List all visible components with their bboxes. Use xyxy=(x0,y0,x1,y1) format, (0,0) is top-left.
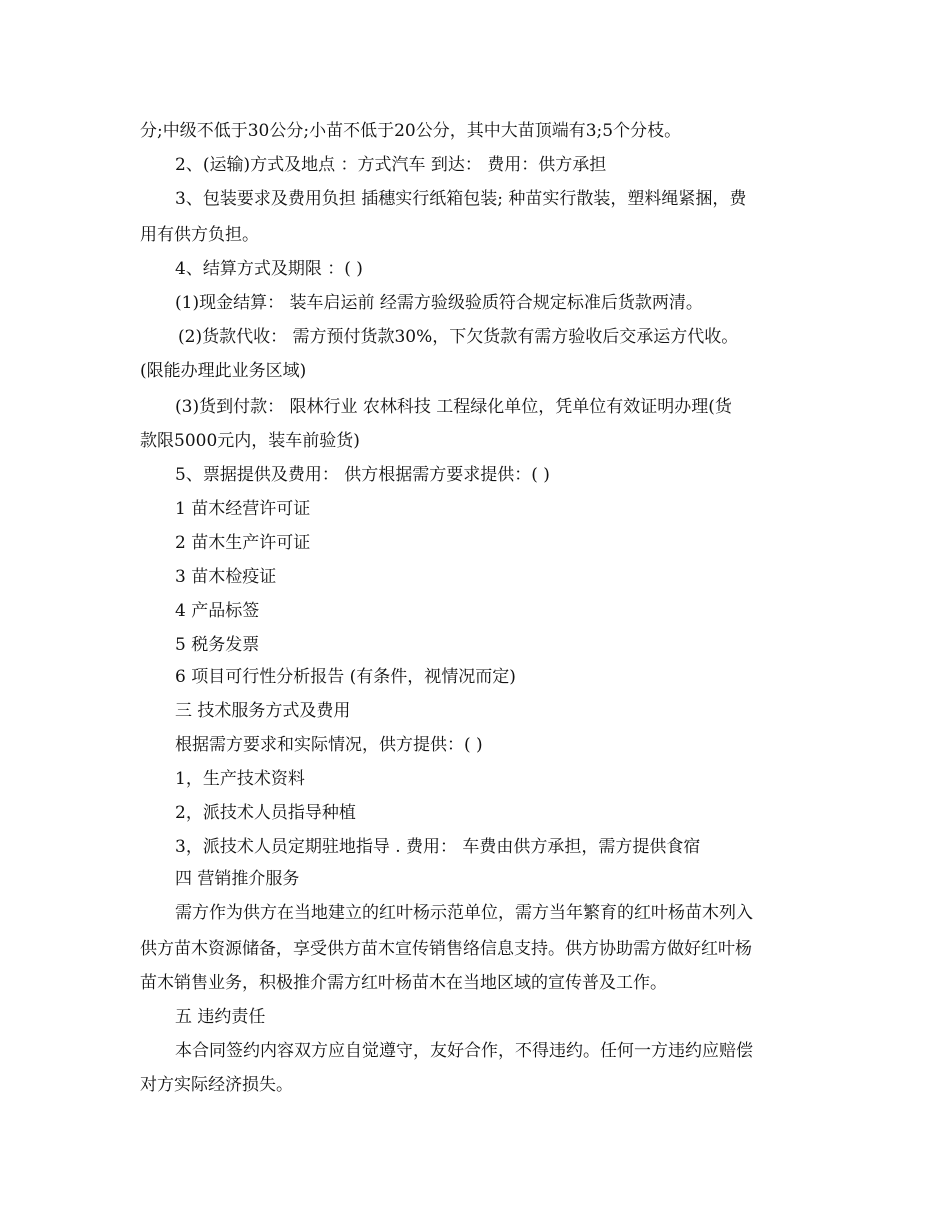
section-heading: 四 营销推介服务 xyxy=(175,869,300,889)
list-item: 4 产品标签 xyxy=(175,601,260,621)
list-item: 1，生产技术资料 xyxy=(175,769,305,789)
list-item: 5 税务发票 xyxy=(175,635,260,655)
paragraph-line: 本合同签约内容双方应自觉遵守，友好合作，不得违约。任何一方违约应赔偿 xyxy=(175,1041,753,1061)
paragraph-line: (2)货款代收： 需方预付货款30%，下欠货款有需方验收后交承运方代收。 xyxy=(178,327,739,347)
paragraph-line: (1)现金结算： 装车启运前 经需方验级验质符合规定标准后货款两清。 xyxy=(175,293,703,313)
paragraph-line: 用有供方负担。 xyxy=(140,225,259,245)
section-heading: 五 违约责任 xyxy=(175,1007,266,1027)
paragraph-line: 苗木销售业务，积极推介需方红叶杨苗木在当地区域的宣传普及工作。 xyxy=(140,973,667,993)
list-item: 3 苗木检疫证 xyxy=(175,567,277,587)
paragraph-line: 对方实际经济损失。 xyxy=(140,1075,293,1095)
paragraph-line: 需方作为供方在当地建立的红叶杨示范单位，需方当年繁育的红叶杨苗木列入 xyxy=(175,903,753,923)
paragraph-line: 根据需方要求和实际情况，供方提供：( ) xyxy=(175,735,483,755)
list-item: 1 苗木经营许可证 xyxy=(175,499,311,519)
paragraph-line: 4、结算方式及期限 ：( ) xyxy=(175,259,363,279)
paragraph-line: 款限5000元内，装车前验货) xyxy=(140,431,360,451)
paragraph-line: 分;中级不低于30公分;小苗不低于20公分，其中大苗顶端有3;5个分枝。 xyxy=(140,121,682,141)
list-item: 2，派技术人员指导种植 xyxy=(175,803,356,823)
paragraph-line: (限能办理此业务区域) xyxy=(140,361,307,381)
paragraph-line: 5、票据提供及费用： 供方根据需方要求提供：( ) xyxy=(175,465,550,485)
paragraph-line: 2、(运输)方式及地点 ：方式汽车 到达： 费用：供方承担 xyxy=(175,155,607,175)
list-item: 3，派技术人员定期驻地指导 . 费用： 车费由供方承担，需方提供食宿 xyxy=(175,837,701,857)
paragraph-line: (3)货到付款： 限林行业 农林科技 工程绿化单位，凭单位有效证明办理(货 xyxy=(175,397,732,417)
paragraph-line: 供方苗木资源储备，享受供方苗木宣传销售络信息支持。供方协助需方做好红叶杨 xyxy=(140,939,752,959)
list-item: 2 苗木生产许可证 xyxy=(175,533,311,553)
paragraph-line: 3、包装要求及费用负担 插穗实行纸箱包装; 种苗实行散装，塑料绳紧捆，费 xyxy=(175,189,747,209)
list-item: 6 项目可行性分析报告 (有条件，视情况而定) xyxy=(175,667,516,687)
section-heading: 三 技术服务方式及费用 xyxy=(175,701,351,721)
